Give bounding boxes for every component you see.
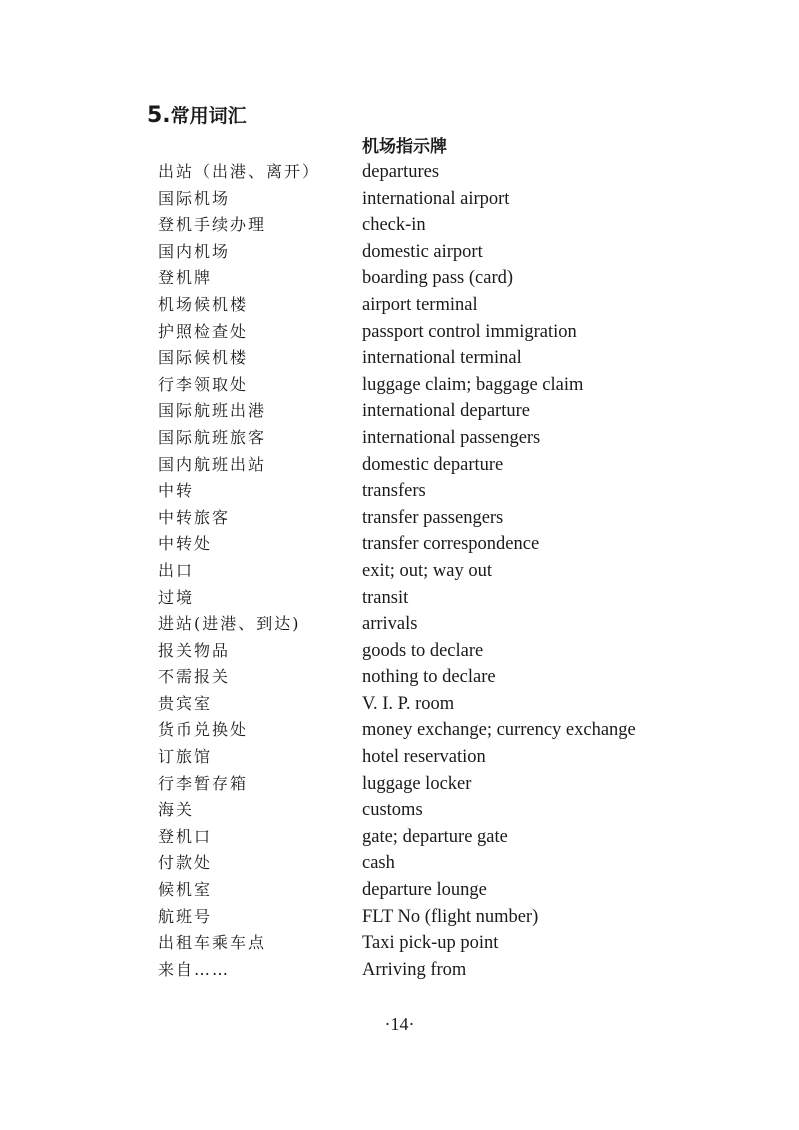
chinese-term: 出租车乘车点: [158, 933, 267, 953]
chinese-term: 候机室: [158, 880, 213, 900]
chinese-term: 登机牌: [158, 268, 213, 288]
chinese-term: 报关物品: [158, 640, 231, 660]
chinese-term: 航班号: [158, 906, 213, 926]
english-term: transfers: [362, 481, 426, 502]
vocabulary-row: [0, 957, 799, 984]
vocabulary-row: [0, 265, 799, 292]
chinese-term: 国际航班出港: [158, 401, 267, 421]
chinese-term: 贵宾室: [158, 693, 213, 713]
english-term: gate; departure gate: [362, 826, 508, 847]
chinese-term: 登机口: [158, 826, 213, 846]
english-term: international terminal: [362, 348, 522, 369]
chinese-term: 出口: [158, 560, 195, 580]
vocabulary-row: [0, 904, 799, 931]
english-term: check-in: [362, 215, 426, 236]
chinese-term: 订旅馆: [158, 747, 213, 767]
english-term: FLT No (flight number): [362, 906, 539, 927]
english-term: international passengers: [362, 427, 541, 448]
vocabulary-row: [0, 691, 799, 718]
vocabulary-row: [0, 398, 799, 425]
vocabulary-row: [0, 345, 799, 372]
chinese-term: 货币兑换处: [158, 720, 249, 740]
vocabulary-row: [0, 372, 799, 399]
chinese-term: 国际航班旅客: [158, 427, 267, 447]
english-term: international airport: [362, 188, 510, 209]
section-title: [147, 103, 247, 129]
vocabulary-row: [0, 611, 799, 638]
english-term: transit: [362, 587, 409, 608]
vocabulary-row: [0, 186, 799, 213]
chinese-term: 机场候机楼: [158, 294, 249, 314]
vocabulary-row: [0, 744, 799, 771]
english-term: exit; out; way out: [362, 560, 492, 581]
english-term: domestic departure: [362, 454, 504, 475]
english-term: transfer passengers: [362, 507, 504, 528]
english-term: goods to declare: [362, 640, 484, 661]
chinese-term: 行李暂存箱: [158, 773, 249, 793]
english-term: hotel reservation: [362, 747, 486, 768]
section-title-text: 常用词汇: [170, 105, 247, 127]
vocabulary-row: [0, 239, 799, 266]
english-term: customs: [362, 800, 423, 821]
vocabulary-row: [0, 664, 799, 691]
english-term: arrivals: [362, 614, 418, 635]
chinese-term: 中转旅客: [158, 507, 231, 527]
chinese-term: 登机手续办理: [158, 215, 267, 235]
section-number: 5.: [147, 103, 171, 128]
english-term: transfer correspondence: [362, 534, 540, 555]
english-term: V. I. P. room: [362, 693, 455, 714]
vocabulary-row: [0, 877, 799, 904]
chinese-term: 过境: [158, 587, 195, 607]
vocabulary-row: [0, 531, 799, 558]
chinese-term: 中转: [158, 481, 195, 501]
chinese-term: 出站（出港、离开）: [158, 162, 321, 181]
english-term: departure lounge: [362, 880, 487, 901]
vocabulary-row: [0, 771, 799, 798]
english-term: luggage locker: [362, 773, 472, 794]
english-term: cash: [362, 853, 395, 874]
vocabulary-row: [0, 505, 799, 532]
chinese-term: 付款处: [158, 853, 213, 873]
chinese-term: 来自……: [158, 959, 231, 979]
chinese-term: 国际机场: [158, 188, 231, 208]
vocabulary-row: [0, 478, 799, 505]
english-term: boarding pass (card): [362, 268, 514, 289]
english-term: Arriving from: [362, 959, 467, 980]
chinese-term: 进站(进港、到达): [158, 614, 301, 634]
vocabulary-row: [0, 824, 799, 851]
english-term: international departure: [362, 401, 530, 422]
vocabulary-row: [0, 585, 799, 612]
vocabulary-row: [0, 212, 799, 239]
vocabulary-row: [0, 797, 799, 824]
chinese-term: 国际候机楼: [158, 348, 249, 368]
chinese-term: 行李领取处: [158, 374, 249, 394]
subheading: 机场指示牌: [362, 137, 447, 157]
english-term: Taxi pick-up point: [362, 933, 499, 954]
vocabulary-row: [0, 452, 799, 479]
chinese-term: 国内机场: [158, 241, 231, 261]
chinese-term: 护照检查处: [158, 321, 249, 341]
chinese-term: 中转处: [158, 534, 213, 554]
vocabulary-row: [0, 159, 799, 186]
vocabulary-row: [0, 850, 799, 877]
vocabulary-row: [0, 930, 799, 957]
english-term: passport control immigration: [362, 321, 577, 342]
chinese-term: 不需报关: [158, 667, 231, 687]
vocabulary-row: [0, 558, 799, 585]
vocabulary-row: [0, 717, 799, 744]
vocabulary-list: [0, 159, 799, 983]
vocabulary-row: [0, 638, 799, 665]
vocabulary-row: [0, 425, 799, 452]
chinese-term: 国内航班出站: [158, 454, 267, 474]
page-number: ·14·: [384, 1014, 415, 1034]
english-term: airport terminal: [362, 294, 478, 315]
english-term: departures: [362, 162, 440, 182]
english-term: domestic airport: [362, 241, 483, 262]
vocabulary-row: [0, 319, 799, 346]
english-term: money exchange; currency exchange: [362, 720, 636, 741]
vocabulary-row: [0, 292, 799, 319]
english-term: nothing to declare: [362, 667, 496, 688]
chinese-term: 海关: [158, 800, 195, 820]
english-term: luggage claim; baggage claim: [362, 374, 584, 395]
